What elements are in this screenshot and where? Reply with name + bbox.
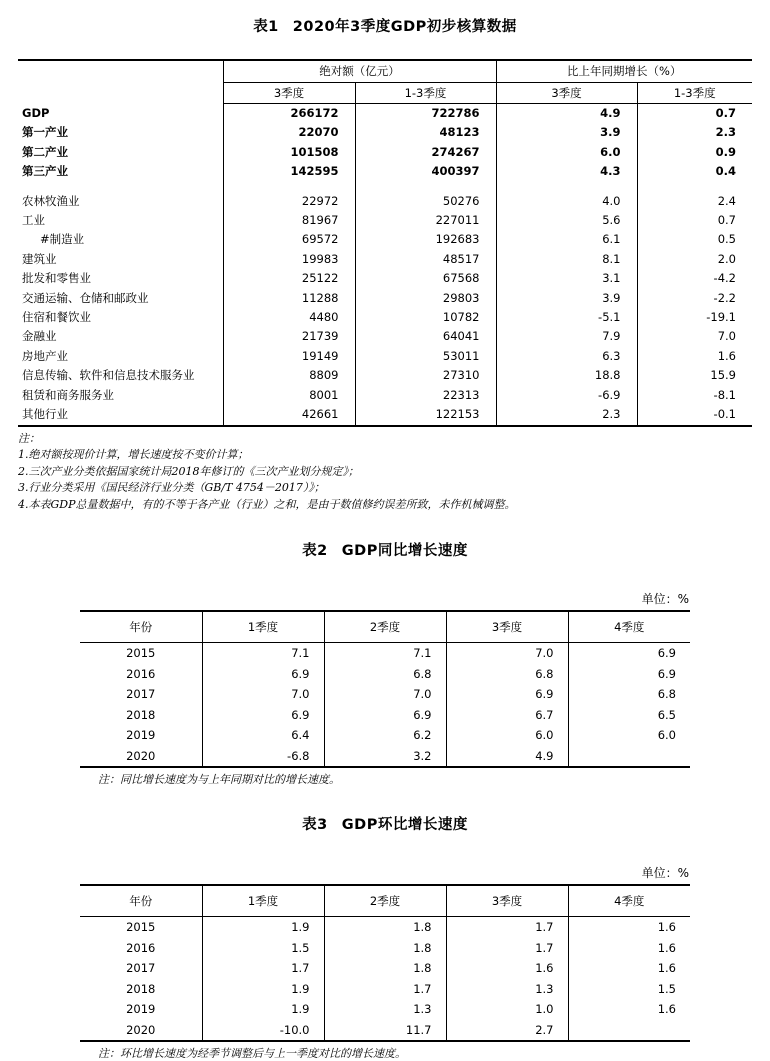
table-row	[18, 405, 752, 425]
table2-unit-label: 单位：%	[641, 592, 689, 606]
table3-cell-q4: 1.6	[568, 938, 690, 959]
table3-cell-year: 2016	[126, 940, 156, 955]
table-row	[80, 1020, 690, 1042]
table1-cell-abs-q13: 48517	[355, 250, 496, 269]
table2-cell-year: 2016	[126, 666, 156, 681]
table3-cell-q4: 1.5	[568, 979, 690, 1000]
table3-title-number: 表3	[302, 817, 328, 833]
table1-row-label: 第三产业	[22, 164, 68, 179]
table2-cell-q3: 6.8	[446, 664, 568, 685]
table3-header-q3: 3季度	[446, 885, 568, 917]
table2-cell-q2: 7.1	[324, 643, 446, 664]
page-title	[0, 0, 770, 36]
table3-container	[0, 813, 770, 1061]
table3-cell-q3: 1.0	[446, 999, 568, 1020]
table1-cell-abs-q13: 53011	[355, 347, 496, 366]
table2-title	[0, 539, 770, 560]
table1-cell-grw-q13: 1.6	[637, 347, 752, 366]
table3-header-q2: 2季度	[324, 885, 446, 917]
table-row	[18, 366, 752, 385]
table-row	[18, 192, 752, 211]
table1-cell-grw-q3: 6.3	[496, 347, 637, 366]
table1-header-growth: 比上年同期增长（%）	[496, 60, 752, 83]
table2-cell-year: 2017	[126, 687, 156, 701]
table2-note: 注：同比增长速度为与上年同期对比的增长速度。	[98, 773, 340, 786]
table-row	[18, 123, 752, 142]
table1-cell-abs-q13: 50276	[355, 192, 496, 211]
table1-cell-abs-q13: 122153	[355, 405, 496, 425]
table1-cell-grw-q3: 5.6	[496, 211, 637, 230]
table3	[80, 884, 690, 1042]
spacer-cell	[223, 182, 355, 192]
table2-cell-q2: 3.2	[324, 746, 446, 768]
table1-cell-abs-q13: 27310	[355, 366, 496, 385]
table1-cell-abs-q13: 48123	[355, 123, 496, 142]
table1-header-abs-q3: 3季度	[223, 83, 355, 104]
table1-cell-grw-q13: 15.9	[637, 366, 752, 385]
table2-header-q2: 2季度	[324, 611, 446, 643]
table2-cell-year: 2018	[126, 707, 156, 722]
table-row	[18, 308, 752, 327]
table2-cell-year: 2019	[126, 728, 156, 742]
table1-cell-abs-q13: 64041	[355, 327, 496, 346]
spacer-cell	[18, 182, 223, 192]
table1-cell-abs-q3: 8001	[223, 386, 355, 405]
table1-row-label: 租赁和商务服务业	[22, 387, 114, 402]
table1-cell-grw-q3: -5.1	[496, 308, 637, 327]
table1-cell-grw-q3: 3.9	[496, 289, 637, 308]
table1	[18, 59, 752, 427]
table2-cell-year: 2015	[126, 646, 156, 660]
table1-note-item: 2.三次产业分类依据国家统计局2018年修订的《三次产业划分规定》；	[18, 464, 359, 478]
table-row	[80, 664, 690, 685]
table1-cell-abs-q3: 4480	[223, 308, 355, 327]
table1-cell-abs-q3: 142595	[223, 162, 355, 181]
table3-cell-q3: 1.3	[446, 979, 568, 1000]
table1-cell-abs-q13: 10782	[355, 308, 496, 327]
table1-cell-grw-q3: 8.1	[496, 250, 637, 269]
table1-row-label: 批发和零售业	[22, 271, 91, 286]
table1-cell-grw-q3: -6.9	[496, 386, 637, 405]
table1-cell-abs-q13: 274267	[355, 143, 496, 162]
table1-cell-grw-q13: 0.5	[637, 230, 752, 249]
table-row	[80, 958, 690, 979]
table1-row-label: 农林牧渔业	[22, 193, 80, 208]
table2-cell-q1: 6.4	[202, 725, 324, 746]
table1-cell-abs-q3: 266172	[223, 104, 355, 124]
table2-header-year: 年份	[80, 611, 202, 643]
table1-cell-abs-q3: 81967	[223, 211, 355, 230]
table1-title-number: 表1	[253, 19, 279, 35]
table3-cell-year: 2017	[126, 961, 156, 975]
table3-cell-q3: 1.7	[446, 938, 568, 959]
table1-cell-grw-q3: 4.0	[496, 192, 637, 211]
table1-row-label: 住宿和餐饮业	[22, 310, 91, 325]
table1-cell-grw-q3: 3.9	[496, 123, 637, 142]
table3-cell-q1: 1.9	[202, 979, 324, 1000]
table1-header-grw-q13: 1-3季度	[637, 83, 752, 104]
spacer-cell	[496, 182, 637, 192]
table-row	[18, 162, 752, 181]
table3-cell-year: 2015	[126, 920, 156, 934]
table3-header-year: 年份	[80, 885, 202, 917]
table1-cell-abs-q13: 22313	[355, 386, 496, 405]
table2-cell-q4: 6.8	[568, 684, 690, 705]
table3-cell-q1: 1.5	[202, 938, 324, 959]
table2-cell-q2: 6.8	[324, 664, 446, 685]
table2-title-number: 表2	[302, 543, 328, 559]
table1-row-label: 金融业	[22, 329, 57, 344]
table1-row-label: #制造业	[40, 232, 85, 247]
table1-cell-abs-q3: 69572	[223, 230, 355, 249]
table1-note-item: 1.绝对额按现价计算，增长速度按不变价计算；	[18, 448, 249, 461]
table2-cell-q4: 6.9	[568, 643, 690, 664]
table2	[80, 610, 690, 768]
table3-header-q1: 1季度	[202, 885, 324, 917]
table2-cell-q3: 6.7	[446, 705, 568, 726]
table-row	[18, 386, 752, 405]
table1-row-label: 建筑业	[22, 251, 57, 266]
table1-cell-grw-q13: -19.1	[637, 308, 752, 327]
table2-cell-q4: 6.0	[568, 725, 690, 746]
table3-cell-q1: -10.0	[202, 1020, 324, 1042]
table2-header-row	[80, 611, 690, 643]
table-row	[80, 746, 690, 768]
table3-title-text: GDP环比增长速度	[341, 817, 468, 833]
table1-header-group-row	[18, 60, 752, 83]
table2-cell-q2: 7.0	[324, 684, 446, 705]
table3-cell-q1: 1.9	[202, 917, 324, 938]
table3-cell-q4: 1.6	[568, 999, 690, 1020]
table-row	[18, 250, 752, 269]
table1-notes	[18, 431, 752, 514]
table1-cell-grw-q3: 6.1	[496, 230, 637, 249]
table2-cell-q4: 6.9	[568, 664, 690, 685]
table3-cell-q2: 1.7	[324, 979, 446, 1000]
spacer-cell	[637, 182, 752, 192]
table3-header-q4: 4季度	[568, 885, 690, 917]
table1-cell-grw-q13: 7.0	[637, 327, 752, 346]
table-row	[18, 269, 752, 288]
table3-cell-year: 2020	[80, 1020, 202, 1042]
table1-cell-grw-q13: -8.1	[637, 386, 752, 405]
table3-note: 注：环比增长速度为经季节调整后与上一季度对比的增长速度。	[98, 1047, 406, 1060]
table-row	[80, 705, 690, 726]
table2-cell-q2: 6.9	[324, 705, 446, 726]
table1-cell-abs-q3: 42661	[223, 405, 355, 425]
table1-cell-abs-q3: 19983	[223, 250, 355, 269]
table2-container	[0, 539, 770, 787]
table1-cell-grw-q13: 2.0	[637, 250, 752, 269]
table2-title-text: GDP同比增长速度	[341, 543, 468, 559]
table-row	[80, 938, 690, 959]
table1-cell-grw-q3: 2.3	[496, 405, 637, 425]
table1-cell-grw-q13: -4.2	[637, 269, 752, 288]
table1-cell-grw-q13: 0.9	[637, 143, 752, 162]
table1-notes-heading: 注：	[18, 431, 40, 445]
table1-cell-grw-q13: 2.4	[637, 192, 752, 211]
table3-cell-q4: 1.6	[568, 958, 690, 979]
table1-body	[18, 104, 752, 426]
table1-spacer-row	[18, 182, 752, 192]
table1-note-item: 4.本表GDP总量数据中，有的不等于各产业（行业）之和，是由于数值修约误差所致，未作机械调整。	[18, 497, 516, 511]
table1-cell-abs-q3: 19149	[223, 347, 355, 366]
table1-row-label: 交通运输、仓储和邮政业	[22, 290, 149, 305]
table-row	[18, 230, 752, 249]
table-row	[80, 643, 690, 664]
table1-header-sub-corner	[18, 83, 223, 104]
table1-head	[18, 60, 752, 104]
table2-body	[80, 643, 690, 768]
table1-cell-abs-q3: 101508	[223, 143, 355, 162]
table2-cell-q4	[568, 746, 690, 768]
table1-header-absolute: 绝对额（亿元）	[223, 60, 496, 83]
table3-cell-q2: 1.3	[324, 999, 446, 1020]
table3-cell-q4	[568, 1020, 690, 1042]
table1-cell-abs-q3: 8809	[223, 366, 355, 385]
table2-header-q3: 3季度	[446, 611, 568, 643]
table1-row-label: 其他行业	[18, 405, 223, 425]
table-row	[18, 289, 752, 308]
table2-cell-q3: 4.9	[446, 746, 568, 768]
table1-row-label: 工业	[22, 213, 45, 228]
table2-header-q4: 4季度	[568, 611, 690, 643]
table-row	[18, 104, 752, 124]
table3-header-row	[80, 885, 690, 917]
table1-header-grw-q3: 3季度	[496, 83, 637, 104]
table-row	[80, 917, 690, 938]
table2-cell-q1: 6.9	[202, 705, 324, 726]
table1-cell-abs-q3: 11288	[223, 289, 355, 308]
table1-cell-grw-q13: 0.4	[637, 162, 752, 181]
table3-body	[80, 917, 690, 1042]
table1-cell-abs-q3: 25122	[223, 269, 355, 288]
table1-cell-abs-q3: 22070	[223, 123, 355, 142]
table1-cell-abs-q13: 722786	[355, 104, 496, 124]
table1-cell-grw-q3: 4.9	[496, 104, 637, 124]
table-row	[18, 347, 752, 366]
table1-title-text: 2020年3季度GDP初步核算数据	[292, 19, 517, 35]
table2-cell-q1: -6.8	[202, 746, 324, 768]
table1-container	[18, 59, 752, 427]
table3-cell-q3: 2.7	[446, 1020, 568, 1042]
table1-row-label: 第二产业	[22, 144, 68, 159]
table1-cell-grw-q3: 7.9	[496, 327, 637, 346]
table-row	[18, 211, 752, 230]
table3-cell-year: 2019	[126, 1002, 156, 1016]
table-row	[18, 143, 752, 162]
table1-cell-abs-q13: 400397	[355, 162, 496, 181]
table3-cell-year: 2018	[126, 981, 156, 996]
table1-cell-grw-q13: -2.2	[637, 289, 752, 308]
table3-cell-q2: 1.8	[324, 917, 446, 938]
table1-notes-list	[18, 447, 752, 513]
table3-unit-label: 单位：%	[641, 866, 689, 880]
table-row	[18, 327, 752, 346]
table3-title	[0, 813, 770, 834]
table-row	[80, 979, 690, 1000]
table1-header-sub-row	[18, 83, 752, 104]
table3-cell-q4: 1.6	[568, 917, 690, 938]
table1-note-item: 3.行业分类采用《国民经济行业分类（GB/T 4754－2017）》；	[18, 481, 325, 494]
table1-cell-grw-q13: 0.7	[637, 211, 752, 230]
table1-row-label: 第一产业	[22, 125, 68, 140]
table3-cell-q3: 1.7	[446, 917, 568, 938]
table1-cell-abs-q3: 22972	[223, 192, 355, 211]
table1-cell-abs-q13: 227011	[355, 211, 496, 230]
table1-cell-abs-q13: 192683	[355, 230, 496, 249]
table-row	[80, 999, 690, 1020]
table2-cell-q3: 7.0	[446, 643, 568, 664]
table-row	[80, 725, 690, 746]
table2-cell-year: 2020	[80, 746, 202, 768]
table3-cell-q2: 11.7	[324, 1020, 446, 1042]
table2-cell-q3: 6.9	[446, 684, 568, 705]
table2-cell-q1: 7.1	[202, 643, 324, 664]
table1-row-label: 信息传输、软件和信息技术服务业	[22, 368, 195, 383]
table1-row-label: GDP	[22, 105, 50, 120]
table2-cell-q1: 6.9	[202, 664, 324, 685]
table3-cell-q1: 1.7	[202, 958, 324, 979]
table1-cell-grw-q3: 6.0	[496, 143, 637, 162]
table1-cell-abs-q13: 67568	[355, 269, 496, 288]
table2-cell-q3: 6.0	[446, 725, 568, 746]
table3-cell-q2: 1.8	[324, 958, 446, 979]
table1-cell-grw-q13: 2.3	[637, 123, 752, 142]
table1-row-label: 房地产业	[22, 348, 68, 363]
table1-cell-grw-q3: 3.1	[496, 269, 637, 288]
table2-cell-q2: 6.2	[324, 725, 446, 746]
table1-cell-grw-q13: 0.7	[637, 104, 752, 124]
table1-header-corner	[18, 60, 223, 83]
table1-cell-abs-q3: 21739	[223, 327, 355, 346]
table1-cell-grw-q13: -0.1	[637, 405, 752, 425]
table3-cell-q2: 1.8	[324, 938, 446, 959]
table-row	[80, 684, 690, 705]
table1-cell-grw-q3: 18.8	[496, 366, 637, 385]
table1-cell-abs-q13: 29803	[355, 289, 496, 308]
spacer-cell	[355, 182, 496, 192]
table3-cell-q3: 1.6	[446, 958, 568, 979]
table3-cell-q1: 1.9	[202, 999, 324, 1020]
table2-header-q1: 1季度	[202, 611, 324, 643]
table2-cell-q4: 6.5	[568, 705, 690, 726]
table1-header-abs-q13: 1-3季度	[355, 83, 496, 104]
table1-cell-grw-q3: 4.3	[496, 162, 637, 181]
table2-cell-q1: 7.0	[202, 684, 324, 705]
